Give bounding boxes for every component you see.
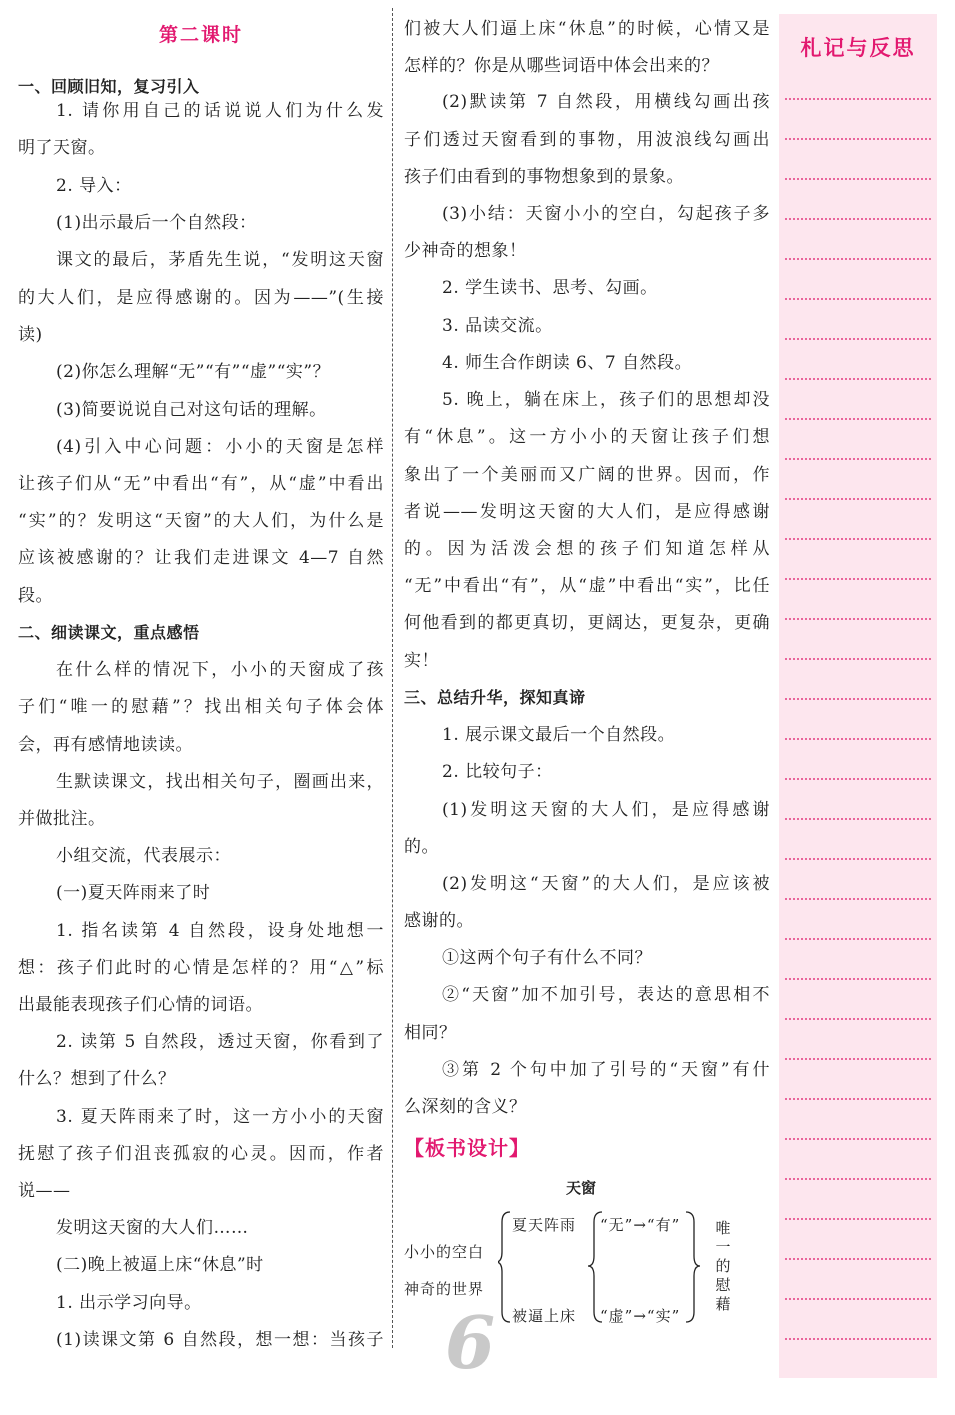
- text-line: 的。因为活泼会想的孩子们知道怎样从: [404, 539, 770, 559]
- notes-dotted-line: [785, 618, 931, 620]
- text-line: 孩子们由看到的事物想象到的景象。: [404, 167, 684, 187]
- text-line: 1. 指名读第 4 自然段，设身处地想一: [56, 921, 384, 941]
- board-mid-bottom: 被逼上床: [512, 1307, 577, 1325]
- text-line: (1)发明这天窗的大人们，是应得感谢: [442, 800, 770, 820]
- notes-dotted-line: [785, 258, 931, 260]
- board-left-top: 小小的空白: [404, 1243, 485, 1261]
- text-line: (1)读课文第 6 自然段，想一想：当孩子: [56, 1330, 384, 1350]
- text-line: 相同？: [404, 1023, 457, 1043]
- notes-dotted-line: [785, 1018, 931, 1020]
- notes-dotted-line: [785, 218, 931, 220]
- text-line: 发明这天窗的大人们……: [56, 1218, 249, 1238]
- notes-dotted-line: [785, 1338, 931, 1340]
- board-vertical-char: 慰: [715, 1276, 731, 1294]
- text-line: ②“天窗”加不加引号，表达的意思相不: [442, 985, 770, 1005]
- text-line: 者说——发明这天窗的大人们，是应得感谢: [404, 502, 770, 522]
- notes-dotted-line: [785, 1298, 931, 1300]
- board-vertical-char: 藉: [715, 1295, 731, 1313]
- text-line: 1. 展示课文最后一个自然段。: [442, 725, 676, 745]
- notes-dotted-line: [785, 698, 931, 700]
- text-line: 会，再有感情地读读。: [18, 735, 193, 755]
- text-line: (3)简要说说自己对这句话的理解。: [56, 400, 327, 420]
- notes-dotted-line: [785, 378, 931, 380]
- notes-dotted-line: [785, 178, 931, 180]
- notes-dotted-line: [785, 458, 931, 460]
- notes-dotted-line: [785, 978, 931, 980]
- text-line: 2. 读第 5 自然段，透过天窗，你看到了: [56, 1032, 384, 1052]
- notes-dotted-line: [785, 1098, 931, 1100]
- text-line: 应该被感谢的？让我们走进课文 4—7 自然: [18, 548, 384, 568]
- text-line: 读): [18, 325, 43, 345]
- text-line: (4)引入中心问题：小小的天窗是怎样: [56, 437, 384, 457]
- text-line: 2. 比较句子：: [442, 762, 553, 782]
- text-line: 2. 学生读书、思考、勾画。: [442, 278, 658, 298]
- notes-dotted-line: [785, 858, 931, 860]
- text-line: 在什么样的情况下，小小的天窗成了孩: [56, 660, 384, 680]
- text-line: (3)小结：天窗小小的空白，勾起孩子多: [442, 204, 770, 224]
- page-number: 6: [445, 1300, 496, 1385]
- notes-dotted-line: [785, 1058, 931, 1060]
- text-line: (2)你怎么理解“无”“有”“虚”“实”？: [56, 362, 331, 382]
- text-line: 什么？想到了什么？: [18, 1069, 176, 1089]
- board-mid-top: 夏天阵雨: [512, 1216, 577, 1234]
- text-line: 抚慰了孩子们沮丧孤寂的心灵。因而，作者: [18, 1144, 384, 1164]
- text-line: 明了天窗。: [18, 138, 106, 158]
- text-line: 想：孩子们此时的心情是怎样的？用“△”标: [18, 958, 384, 978]
- text-line: 3. 品读交流。: [442, 316, 553, 336]
- lesson-title: 第二课时: [158, 24, 243, 46]
- text-line: 实！: [404, 651, 439, 671]
- section-heading: 三、总结升华，探知真谛: [404, 688, 586, 707]
- text-line: “实”的？发明这“天窗”的大人们，为什么是: [18, 511, 384, 531]
- text-line: 们被大人们逼上床“休息”的时候，心情又是: [404, 19, 770, 39]
- notes-dotted-line: [785, 738, 931, 740]
- text-line: 1. 请你用自己的话说说人们为什么发: [56, 101, 384, 121]
- text-line: (1)出示最后一个自然段：: [56, 213, 257, 233]
- text-line: 么深刻的含义？: [404, 1097, 527, 1117]
- text-line: 让孩子们从“无”中看出“有”，从“虚”中看出: [18, 474, 384, 494]
- notes-dotted-line: [785, 1178, 931, 1180]
- text-line: 何他看到的都更真切，更阔达，更复杂，更确: [404, 613, 770, 633]
- notes-dotted-line: [785, 1258, 931, 1260]
- section-heading: 二、细读课文，重点感悟: [18, 623, 200, 642]
- text-line: ①这两个句子有什么不同？: [442, 948, 652, 968]
- board-vertical-char: 唯: [715, 1219, 731, 1237]
- text-line: 4. 师生合作朗读 6、7 自然段。: [442, 353, 693, 373]
- notes-dotted-line: [785, 658, 931, 660]
- text-line: ③第 2 个句中加了引号的“天窗”有什: [442, 1060, 770, 1080]
- section-heading: 一、回顾旧知，复习引入: [18, 77, 200, 96]
- text-line: (一)夏天阵雨来了时: [56, 883, 211, 903]
- text-line: 5. 晚上，躺在床上，孩子们的思想却没: [442, 390, 770, 410]
- notes-dotted-line: [785, 1138, 931, 1140]
- text-line: (2)默读第 7 自然段，用横线勾画出孩: [442, 92, 770, 112]
- notes-dotted-line: [785, 498, 931, 500]
- text-line: 的大人们，是应得感谢的。因为——”(生接: [18, 288, 384, 308]
- notes-dotted-line: [785, 338, 931, 340]
- text-line: 段。: [18, 586, 53, 606]
- notes-dotted-line: [785, 578, 931, 580]
- text-line: 课文的最后，茅盾先生说，“发明这天窗: [56, 250, 384, 270]
- column-divider: [392, 8, 393, 1348]
- notes-dotted-line: [785, 1218, 931, 1220]
- text-line: 怎样的？你是从哪些词语中体会出来的？: [404, 56, 719, 76]
- notes-panel-title: 札记与反思: [800, 36, 916, 60]
- board-right-bottom: “虚”→“实”: [600, 1307, 681, 1325]
- text-line: 2. 导入：: [56, 176, 132, 196]
- text-line: 说——: [18, 1181, 71, 1201]
- text-line: 的。: [404, 837, 439, 857]
- board-vertical-char: 一: [715, 1238, 731, 1256]
- notes-dotted-line: [785, 138, 931, 140]
- text-line: 1. 出示学习向导。: [56, 1293, 202, 1313]
- notes-dotted-line: [785, 538, 931, 540]
- board-heading: 天窗: [566, 1179, 597, 1197]
- board-design-title: 【板书设计】: [404, 1136, 530, 1160]
- notes-dotted-line: [785, 898, 931, 900]
- notes-dotted-line: [785, 818, 931, 820]
- text-line: 3. 夏天阵雨来了时，这一方小小的天窗: [56, 1107, 384, 1127]
- notes-dotted-line: [785, 418, 931, 420]
- text-line: (二)晚上被逼上床“休息”时: [56, 1255, 264, 1275]
- text-line: 出最能表现孩子们心情的词语。: [18, 995, 263, 1015]
- text-line: 少神奇的想象！: [404, 241, 527, 261]
- board-vertical-char: 的: [715, 1257, 731, 1275]
- text-line: 生默读课文，找出相关句子，圈画出来，: [56, 772, 384, 792]
- text-line: 有“休息”。这一方小小的天窗让孩子们想: [404, 427, 770, 447]
- text-line: 子们“唯一的慰藉”？找出相关句子体会体: [18, 697, 384, 717]
- text-line: 感谢的。: [404, 911, 474, 931]
- text-line: (2)发明这“天窗”的大人们，是应该被: [442, 874, 770, 894]
- notes-dotted-line: [785, 298, 931, 300]
- notes-panel: [779, 14, 937, 1378]
- board-left-bottom: 神奇的世界: [404, 1280, 485, 1298]
- notes-dotted-line: [785, 98, 931, 100]
- text-line: 小组交流，代表展示：: [56, 846, 231, 866]
- text-line: 象出了一个美丽而又广阔的世界。因而，作: [404, 465, 770, 485]
- notes-dotted-line: [785, 778, 931, 780]
- text-line: “无”中看出“有”，从“虚”中看出“实”，比任: [404, 576, 770, 596]
- notes-dotted-line: [785, 938, 931, 940]
- text-line: 子们透过天窗看到的事物，用波浪线勾画出: [404, 130, 770, 150]
- text-line: 并做批注。: [18, 809, 106, 829]
- board-right-top: “无”→“有”: [600, 1216, 681, 1234]
